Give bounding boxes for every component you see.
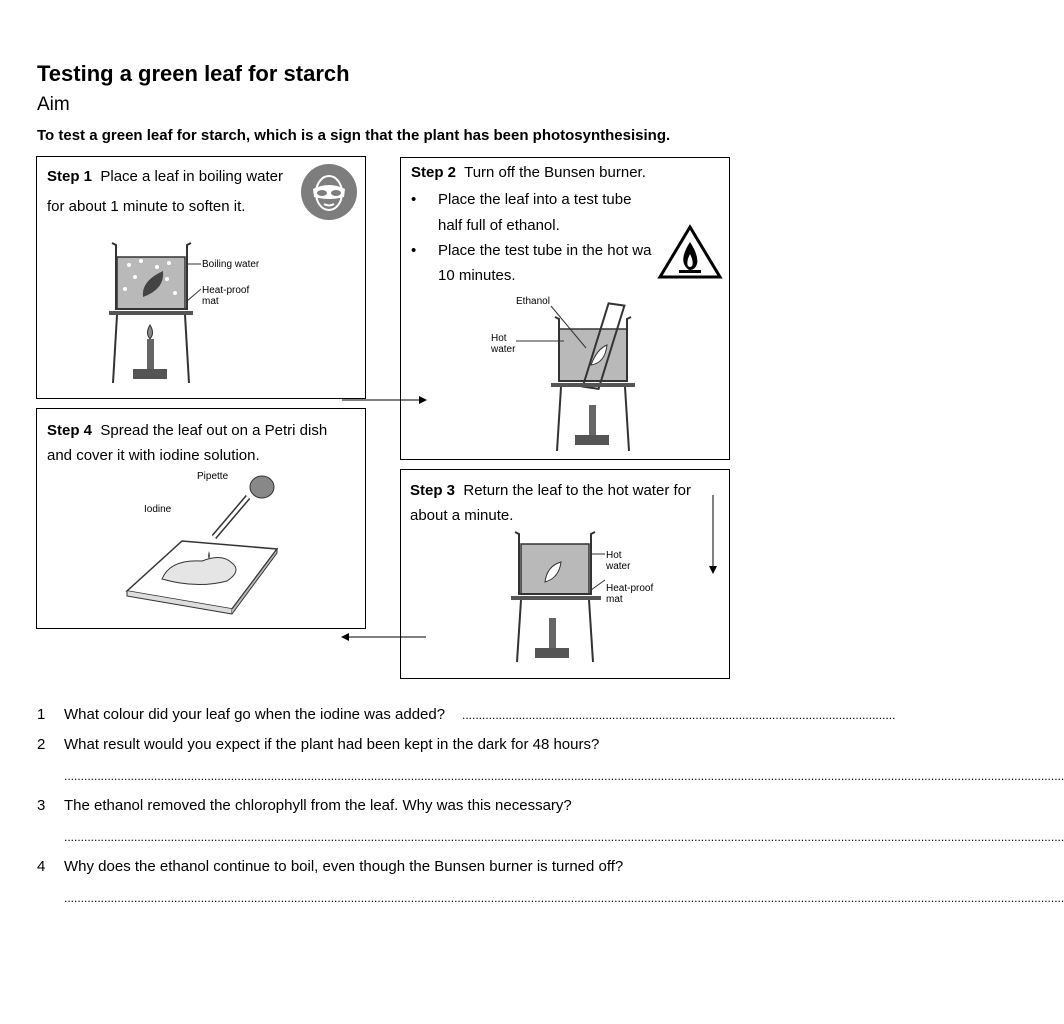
answer-line-3[interactable]: ............................................................................................................................................................................................................................................................................................................	[64, 830, 1064, 844]
step1-label: Step 1	[47, 168, 93, 185]
step4-label: Step 4	[47, 422, 93, 439]
question-number: 1	[37, 706, 46, 723]
page-title: Testing a green leaf for starch	[37, 61, 350, 86]
answer-line-1[interactable]: ..................................................................................................................................	[462, 708, 896, 722]
step3-label: Step 3	[410, 482, 456, 499]
aim-text: To test a green leaf for starch, which is a sign that the plant has been photosynthesising.	[37, 127, 671, 144]
step1-line2: for about 1 minute to soften it.	[47, 198, 246, 215]
step3-line2: about a minute.	[410, 507, 514, 524]
label-iodine: Iodine	[144, 504, 172, 515]
label-heat-proof-mat: Heat-proof mat	[202, 285, 250, 307]
answer-line-4[interactable]: ............................................................................................................................................................................................................................................................................................................	[64, 891, 1064, 905]
bullet-dot: •	[411, 242, 417, 259]
question-number: 3	[37, 797, 46, 814]
step2-bullet2-line1: Place the test tube in the hot wa	[438, 242, 652, 259]
step1-line1: Place a leaf in boiling water	[100, 168, 283, 185]
question-3-text: The ethanol removed the chlorophyll from the leaf. Why was this necessary?	[64, 797, 572, 814]
question-2-text: What result would you expect if the plant had been kept in the dark for 48 hours?	[64, 736, 600, 753]
aim-heading: Aim	[37, 94, 70, 115]
step2-bullet2-line2: 10 minutes.	[438, 267, 516, 284]
label-boiling-water: Boiling water	[202, 259, 260, 270]
question-number: 2	[37, 736, 46, 753]
answer-line-2[interactable]: ............................................................................................................................................................................................................................................................................................................	[64, 769, 1064, 783]
label-pipette: Pipette	[197, 471, 229, 482]
step4-line2: and cover it with iodine solution.	[47, 447, 260, 464]
label-hot-water: Hot water	[491, 333, 516, 355]
step2-bullet1-line2: half full of ethanol.	[438, 217, 560, 234]
question-4-text: Why does the ethanol continue to boil, even though the Bunsen burner is turned off?	[64, 858, 624, 875]
question-number: 4	[37, 858, 46, 875]
flow-arrows	[0, 0, 768, 700]
step2-label: Step 2	[411, 164, 457, 181]
label-hot-water: Hot water	[606, 550, 631, 572]
label-ethanol: Ethanol	[516, 296, 550, 307]
step4-line1: Spread the leaf out on a Petri dish	[100, 422, 328, 439]
question-1-text: What colour did your leaf go when the iodine was added?	[64, 706, 446, 723]
label-heat-proof-mat: Heat-proof mat	[606, 583, 654, 605]
bullet-dot: •	[411, 191, 417, 208]
step3-line1: Return the leaf to the hot water for	[463, 482, 691, 499]
step2-bullet1-line1: Place the leaf into a test tube	[438, 191, 632, 208]
step2-line1: Turn off the Bunsen burner.	[464, 164, 646, 181]
